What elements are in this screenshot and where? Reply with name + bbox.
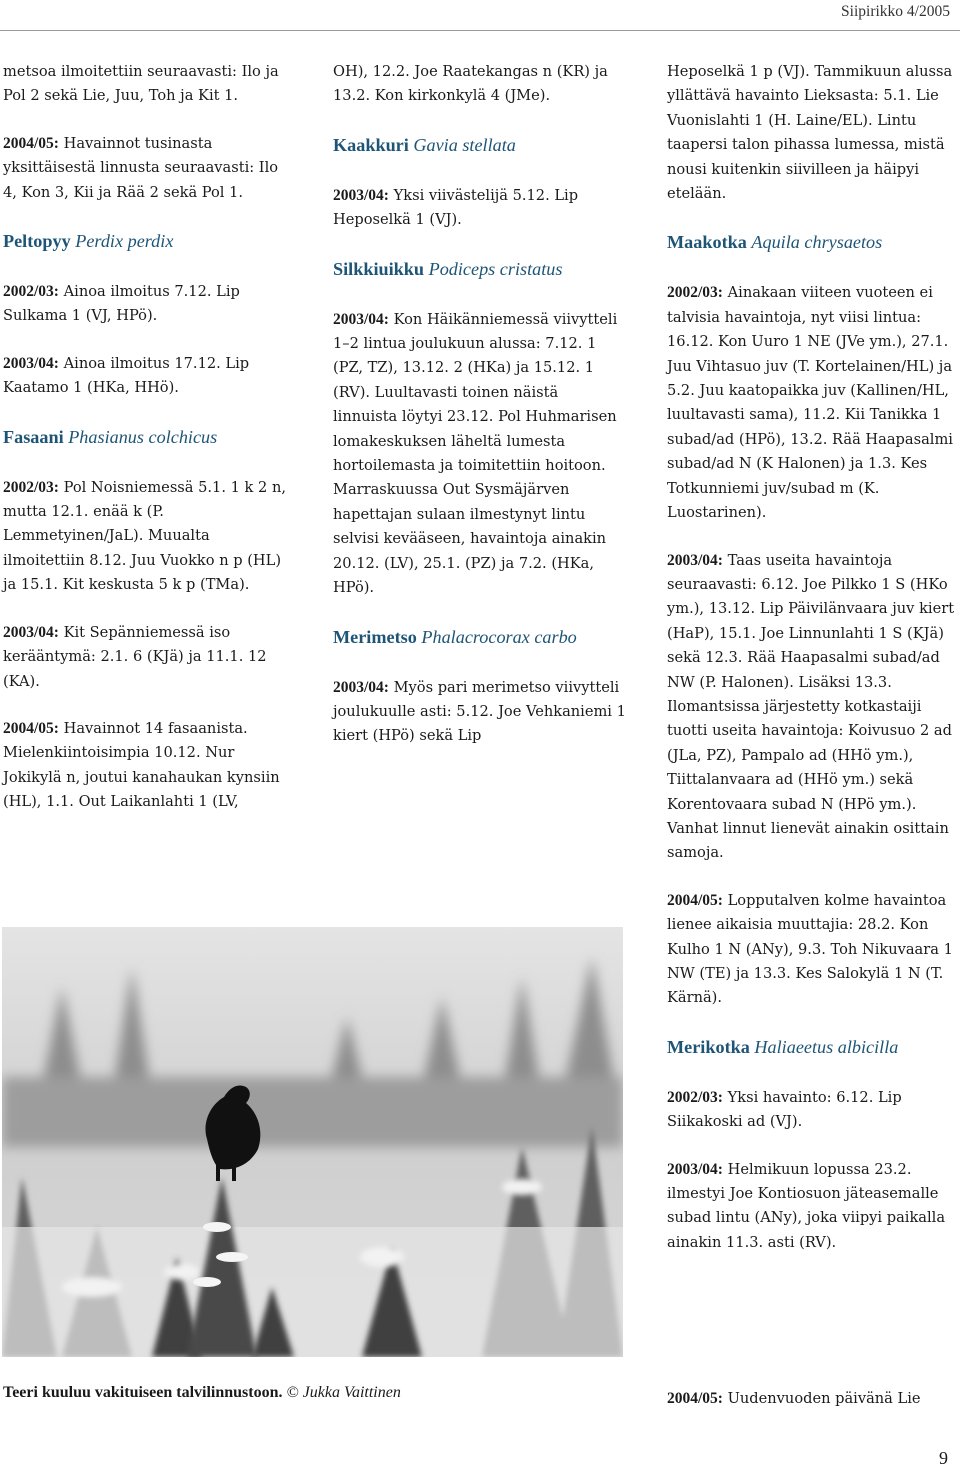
paragraph [3, 352, 295, 401]
paragraph-text: Helmikuun lopussa 23.2. ilmestyi Joe Kontiosuon jäteasemalle subad lintu (ANy), joka viipyi paikalla ainakin 11.3. asti (RV). [667, 1160, 946, 1251]
column-1 [3, 60, 295, 838]
paragraph-text: OH), 12.2. Joe Raatekangas n (KR) ja 13.2. Kon kirkonkylä 4 (JMe). [333, 63, 608, 105]
paragraph [333, 308, 627, 601]
paragraph [3, 280, 295, 329]
species-finnish-name: Peltopyy [3, 231, 71, 252]
season-label: 2003/04: [3, 354, 59, 372]
paragraph-text: Kit Sepänniemessä iso kerääntymä: 2.1. 6 (KJä) ja 11.1. 12 (KA). [3, 623, 267, 690]
species-finnish-name: Fasaani [3, 426, 64, 447]
caption-text: Teeri kuuluu vakituiseen talvilinnustoon. [3, 1384, 283, 1401]
paragraph [667, 549, 959, 866]
column-2 [333, 60, 627, 772]
paragraph [667, 1158, 959, 1256]
paragraph [3, 476, 295, 598]
paragraph-text: Ainoa ilmoitus 17.12. Lip Kaatamo 1 (HKa, HHö). [3, 354, 250, 397]
species-finnish-name: Merikotka [667, 1036, 750, 1057]
photo-credit: © Jukka Vaittinen [286, 1384, 401, 1401]
species-latin-name: Haliaeetus albicilla [754, 1036, 899, 1057]
paragraph [667, 889, 959, 1011]
paragraph-text: Taas useita havaintoja seuraavasti: 6.12. Joe Pilkko 1 S (HKo ym.), 13.12. Lip Päivilänvaara juv kiert (HaP), 15.1. Joe Linnunlahti 1 S (KJä) sekä 12.3. Rää Haapasalmi subad/ad NW (P. Halonen). Lisäksi 13.3. Ilomantsissa järjestetty kotkastaiji tuotti useita havaintoja: Koivusuo 2 ad (JLa, PZ), Pampalo ad (HHö ym.), Tiittalanvaara ad (HHö ym.) sekä Korentovaara subad N (HPö ym.). Vanhat linnut lienevät ainakin osittain samoja. [667, 551, 955, 862]
paragraph [3, 621, 295, 694]
paragraph [667, 281, 959, 525]
magazine-issue: Siipirikko 4/2005 [841, 3, 950, 20]
paragraph [667, 1086, 959, 1135]
paragraph [667, 60, 959, 206]
paragraph-text: Pol Noisniemessä 5.1. 1 k 2 n, mutta 12.1. enää k (P. Lemmetyinen/JaL). Muualta ilmoitettiin 8.12. Juu Vuokko n p (HL) ja 15.1. Kit keskusta 5 k p (TMa). [3, 478, 286, 594]
paragraph-text: Ainoa ilmoitus 7.12. Lip Sulkama 1 (VJ, HPö). [3, 283, 240, 325]
paragraph-text: Lopputalven kolme havaintoa lienee aikaisia muuttajia: 28.2. Kon Kulho 1 N (ANy), 9.3. Toh Nikuvaara 1 NW (TE) ja 13.3. Kes Salokylä 1 N (T. Kärnä). [667, 891, 953, 1007]
season-label: 2004/05: [3, 134, 59, 152]
species-heading [667, 1034, 959, 1060]
species-latin-name: Aquila chrysaetos [751, 232, 883, 253]
species-heading [3, 424, 295, 450]
paragraph-text: Ainakaan viiteen vuoteen ei talvisia havaintoja, nyt viisi lintua: 16.12. Kon Uuro 1 NE (JVe ym.), 27.1. Juu Vihtasuo juv (T. Kortelainen/HL) ja 5.2. Juu kaatopaikka juv (Kallinen/HL, luultavasti sama), 11.2. Kii Tanikka 1 subad/ad (HPö), 13.2. Rää Haapasalmi subad/ad N (K Halonen) ja 1.3. Kes Totkunniemi juv/subad m (K. Luostarinen). [667, 284, 953, 522]
species-heading [333, 624, 627, 650]
season-label: 2003/04: [333, 186, 389, 204]
page-number: 9 [939, 1448, 948, 1468]
season-label: 2003/04: [667, 551, 723, 569]
species-latin-name: Phalacrocorax carbo [421, 626, 577, 647]
paragraph-text: Havainnot 14 fasaanista. Mielenkiintoisimpia 10.12. Nur Jokikylä n, joutui kanahaukan kynsiin (HL), 1.1. Out Laikanlahti 1 (LV, [3, 719, 280, 811]
season-label: 2002/03: [3, 283, 59, 301]
season-label: 2002/03: [3, 478, 59, 496]
season-label: 2003/04: [667, 1160, 723, 1178]
paragraph [333, 676, 627, 749]
snowy-forest-image [2, 927, 623, 1357]
paragraph-text: Yksi viivästelijä 5.12. Lip Heposelkä 1 (VJ). [333, 186, 579, 229]
species-heading [333, 256, 627, 282]
species-finnish-name: Kaakkuri [333, 134, 409, 155]
species-heading [3, 228, 295, 254]
column-3 [667, 60, 959, 1278]
black-grouse-photo [2, 927, 623, 1357]
column-3-bottom-paragraph [667, 1387, 959, 1411]
paragraph-text: metsoa ilmoitettiin seuraavasti: Ilo ja Pol 2 sekä Lie, Juu, Toh ja Kit 1. [3, 63, 279, 105]
species-heading [667, 229, 959, 255]
paragraph-text: Kon Häikänniemessä viivytteli 1–2 lintua joulukuun alussa: 7.12. 1 (PZ, TZ), 13.12. 2 (HKa) ja 15.12. 1 (RV). Luultavasti toinen näistä linnuista löytyi 23.12. Pol Huhmarisen lomakeskuksen läheltä lumesta hortoilemasta ja toimitettiin hoitoon. Marraskuussa Out Sysmäjärven hapettajan sulaan ilmestynyt lintu selvisi kevääseen, havaintoja ainakin 20.12. (LV), 25.1. (PZ) ja 7.2. (HKa, HPö). [333, 310, 618, 597]
paragraph-text: Havainnot tusinasta yksittäisestä linnusta seuraavasti: Ilo 4, Kon 3, Kii ja Rää 2 sekä Pol 1. [3, 134, 279, 201]
season-label: 2002/03: [667, 1088, 723, 1106]
species-latin-name: Phasianus colchicus [68, 426, 218, 447]
paragraph-text: Yksi havainto: 6.12. Lip Siikakoski ad (VJ). [667, 1088, 902, 1131]
species-finnish-name: Merimetso [333, 626, 417, 647]
species-finnish-name: Maakotka [667, 232, 747, 253]
season-label: 2003/04: [333, 678, 389, 696]
paragraph-text: Myös pari merimetso viivytteli joulukuulle asti: 5.12. Joe Vehkaniemi 1 kiert (HPö) sekä Lip [333, 678, 626, 745]
photo-caption [3, 1384, 401, 1402]
species-latin-name: Perdix perdix [75, 231, 174, 252]
paragraph [333, 184, 627, 233]
paragraph-text: Uudenvuoden päivänä Lie [722, 1390, 921, 1407]
paragraph [3, 132, 295, 205]
species-latin-name: Podiceps cristatus [428, 258, 563, 279]
season-label: 2003/04: [333, 310, 389, 328]
paragraph-text: Heposelkä 1 p (VJ). Tammikuun alussa yllättävä havainto Lieksasta: 5.1. Lie Vuonislahti 1 (H. Laine/EL). Lintu taapersi talon pihassa lumessa, mistä nousi kuitenkin siivilleen ja häipyi etelään. [667, 63, 953, 203]
season-label: 2004/05: [667, 1390, 723, 1407]
season-label: 2002/03: [667, 284, 723, 302]
paragraph [3, 717, 295, 815]
species-latin-name: Gavia stellata [413, 134, 516, 155]
species-finnish-name: Silkkiuikku [333, 258, 425, 279]
header-rule [0, 30, 960, 31]
paragraph [333, 60, 627, 109]
season-label: 2004/05: [3, 719, 59, 737]
season-label: 2004/05: [667, 891, 723, 909]
season-label: 2003/04: [3, 623, 59, 641]
paragraph [3, 60, 295, 109]
species-heading [333, 132, 627, 158]
